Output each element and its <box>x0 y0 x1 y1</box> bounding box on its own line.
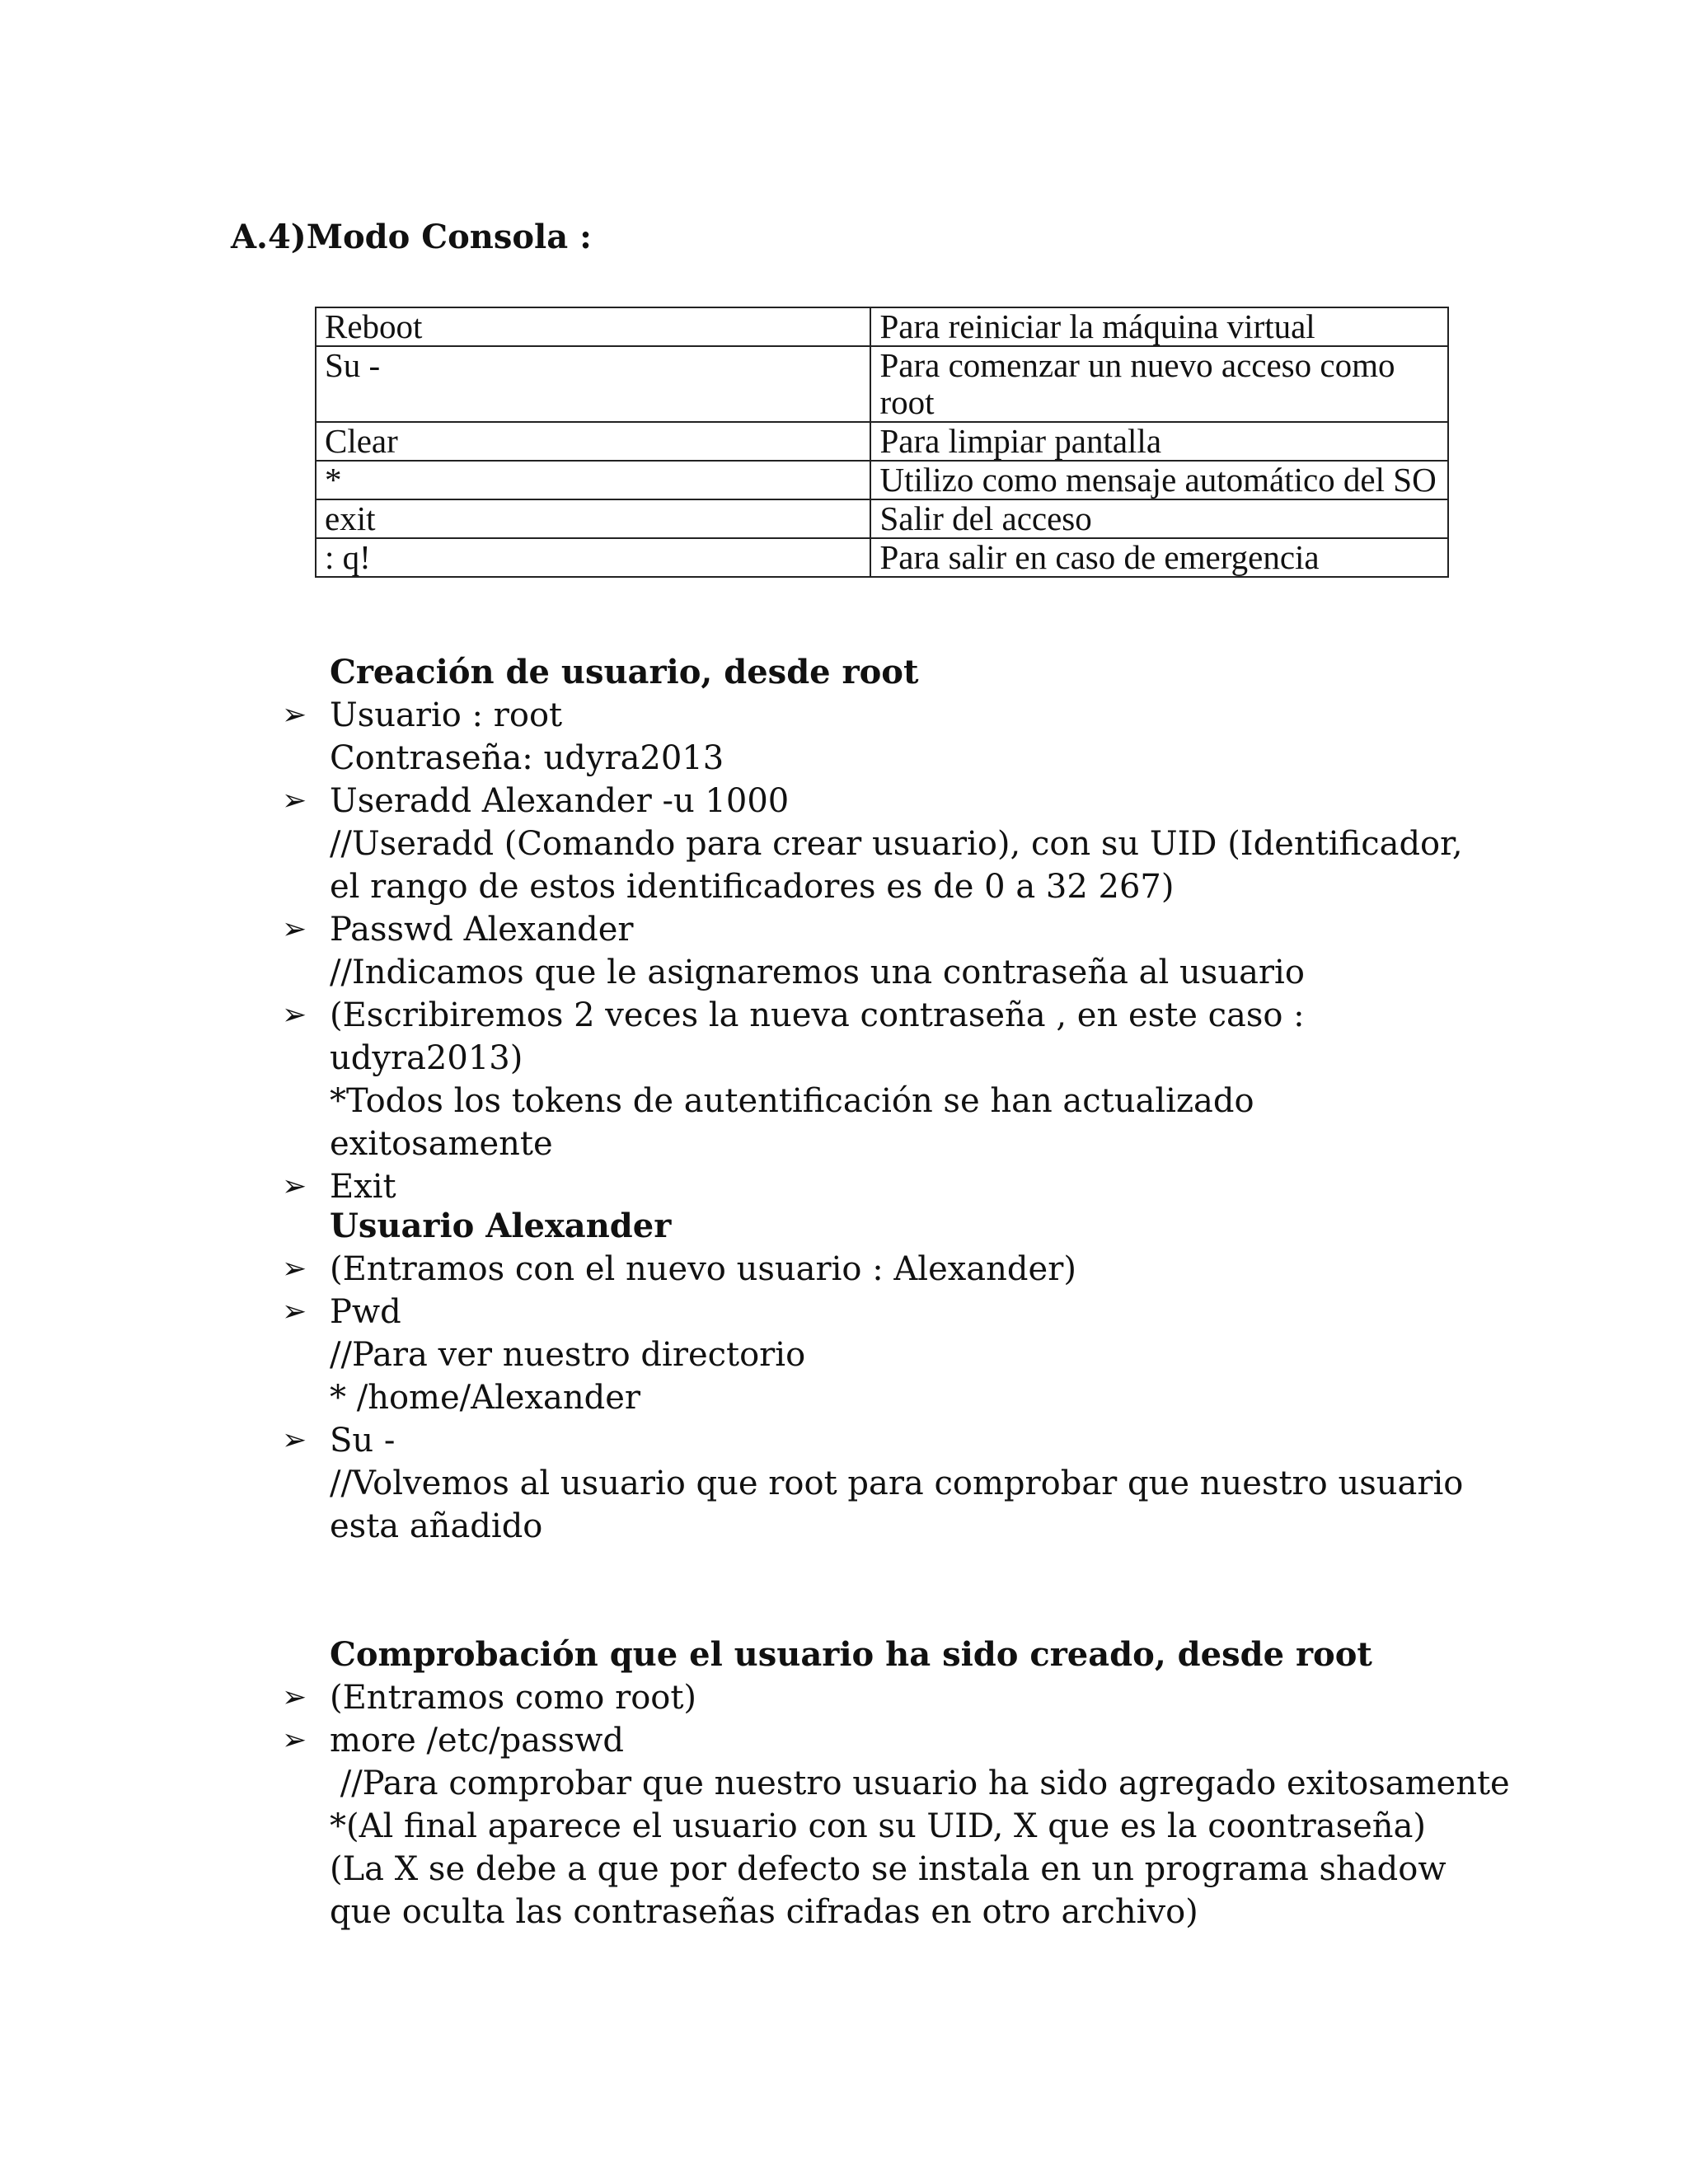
arrow-bullet-icon: ➢ <box>282 1252 307 1286</box>
command-cell: : q! <box>316 538 870 577</box>
page-heading: A.4)Modo Consola : <box>231 218 592 256</box>
arrow-bullet-icon: ➢ <box>282 1680 307 1714</box>
section-create-user <box>282 651 1484 1208</box>
list-item <box>282 1291 1484 1419</box>
description-cell: Salir del acceso <box>870 499 1448 538</box>
table-row <box>316 538 1448 577</box>
step-main: Passwd Alexander <box>330 911 634 949</box>
arrow-bullet-icon: ➢ <box>282 698 307 732</box>
step-main: Exit <box>330 1168 396 1206</box>
description-cell: Utilizo como mensaje automático del SO <box>870 461 1448 499</box>
arrow-bullet-icon: ➢ <box>282 912 307 946</box>
arrow-bullet-icon: ➢ <box>282 1423 307 1457</box>
command-cell: * <box>316 461 870 499</box>
arrow-bullet-icon: ➢ <box>282 1169 307 1203</box>
step-note: Contraseña: udyra2013 <box>330 739 724 777</box>
step-main: Su - <box>330 1422 396 1460</box>
table-row <box>316 461 1448 499</box>
list-item <box>282 1165 1484 1208</box>
step-note: *Todos los tokens de autentificación se han actualizado exitosamente <box>330 1082 1254 1163</box>
arrow-bullet-icon: ➢ <box>282 1723 307 1757</box>
command-cell: Reboot <box>316 307 870 346</box>
description-cell: Para comenzar un nuevo acceso como root <box>870 346 1448 422</box>
table-row <box>316 422 1448 461</box>
section-title: Usuario Alexander <box>330 1207 672 1245</box>
step-list <box>282 1248 1484 1548</box>
step-main: Useradd Alexander -u 1000 <box>330 782 790 820</box>
description-cell: Para reiniciar la máquina virtual <box>870 307 1448 346</box>
step-main: (Entramos como root) <box>330 1679 697 1717</box>
command-cell: Clear <box>316 422 870 461</box>
step-main: more /etc/passwd <box>330 1722 624 1760</box>
section-verify-user <box>282 1633 1510 1933</box>
step-main: Usuario : root <box>330 696 563 734</box>
arrow-bullet-icon: ➢ <box>282 998 307 1032</box>
table-row <box>316 346 1448 422</box>
step-note: //Indicamos que le asignaremos una contraseña al usuario <box>330 954 1305 991</box>
step-list <box>282 1676 1510 1933</box>
command-cell: Su - <box>316 346 870 422</box>
step-note: //Volvemos al usuario que root para comprobar que nuestro usuario esta añadido <box>330 1465 1464 1545</box>
description-cell: Para salir en caso de emergencia <box>870 538 1448 577</box>
step-note: //Para ver nuestro directorio <box>330 1336 806 1374</box>
step-main: (Escribiremos 2 veces la nueva contraseña , en este caso : udyra2013) <box>330 996 1305 1077</box>
table-row <box>316 499 1448 538</box>
arrow-bullet-icon: ➢ <box>282 784 307 818</box>
command-cell: exit <box>316 499 870 538</box>
description-cell: Para limpiar pantalla <box>870 422 1448 461</box>
step-list <box>282 694 1484 1208</box>
list-item <box>282 780 1484 908</box>
list-item <box>282 694 1484 780</box>
section-user-alexander <box>282 1205 1484 1548</box>
step-main: (Entramos con el nuevo usuario : Alexander) <box>330 1250 1076 1288</box>
step-note: *(Al final aparece el usuario con su UID, X que es la coontraseña) (La X se debe a que por defecto se instala en un programa shadow que oculta las contraseñas cifradas en otro archivo) <box>330 1807 1447 1931</box>
section-title: Creación de usuario, desde root <box>330 653 919 691</box>
step-main: Pwd <box>330 1293 401 1331</box>
list-item <box>282 994 1484 1165</box>
list-item <box>282 1419 1484 1548</box>
commands-table <box>315 307 1449 578</box>
table-row <box>316 307 1448 346</box>
section-title: Comprobación que el usuario ha sido creado, desde root <box>330 1635 1372 1674</box>
list-item <box>282 1719 1510 1933</box>
step-note: //Para comprobar que nuestro usuario ha sido agregado exitosamente <box>330 1765 1510 1802</box>
step-note: * /home/Alexander <box>330 1379 641 1417</box>
arrow-bullet-icon: ➢ <box>282 1295 307 1329</box>
step-note: //Useradd (Comando para crear usuario), con su UID (Identificador, el rango de estos identificadores es de 0 a 32 267) <box>330 825 1463 906</box>
list-item <box>282 1676 1484 1719</box>
list-item <box>282 1248 1484 1291</box>
list-item <box>282 908 1484 994</box>
